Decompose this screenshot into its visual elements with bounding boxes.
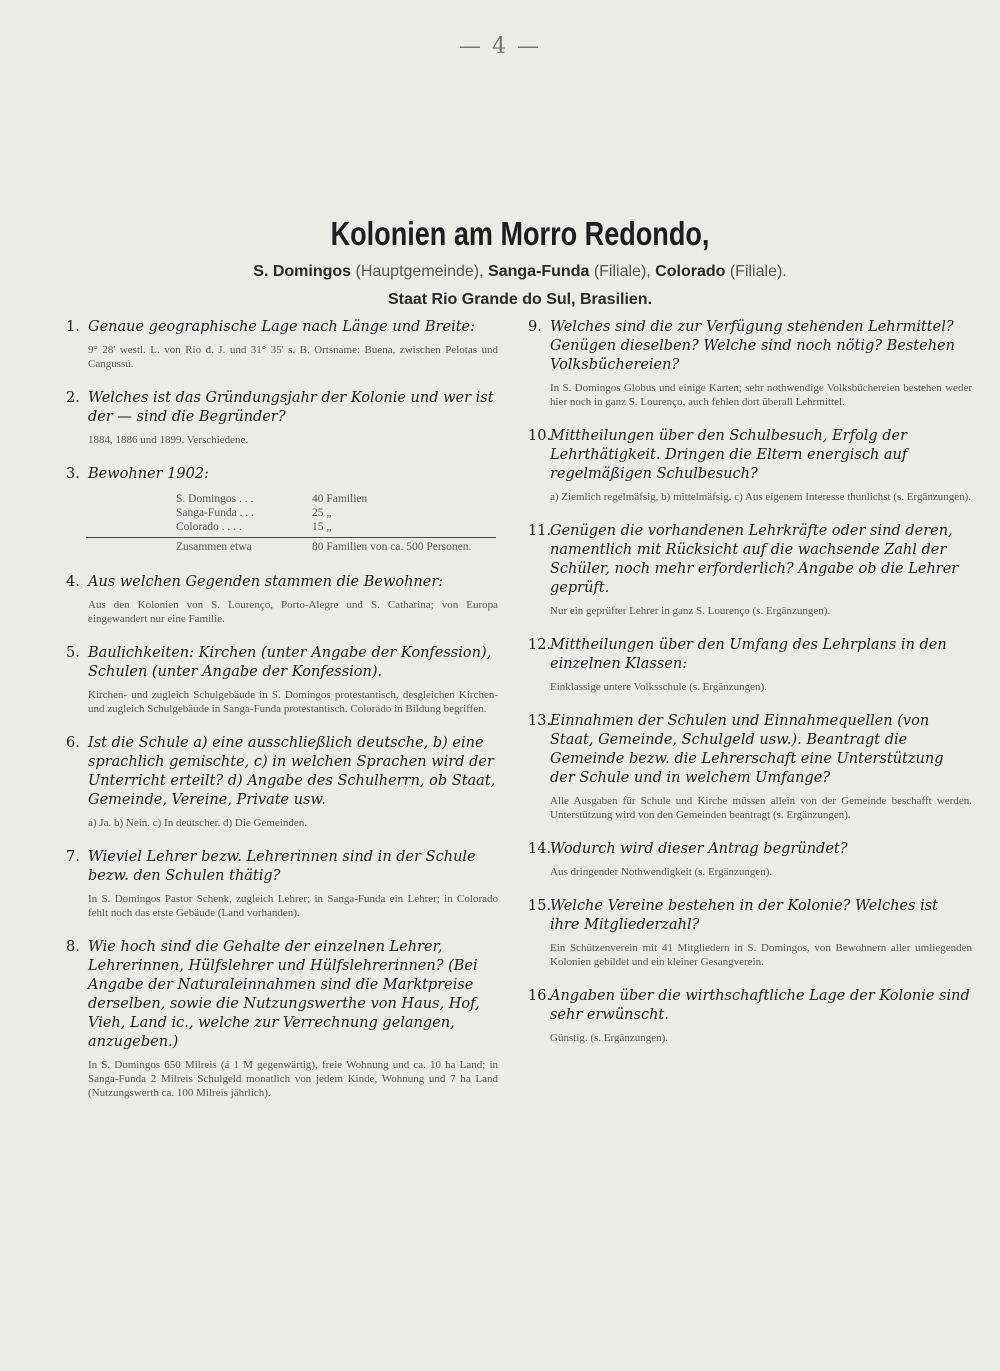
question-number: 14. [528, 841, 552, 857]
answer-text: 1884, 1886 und 1899. Verschiedene. [88, 434, 249, 446]
question-block [528, 987, 972, 1045]
question-label: Genaue geographische Lage nach Länge und Breite: [88, 319, 476, 335]
population-row [176, 506, 498, 520]
population-row [176, 520, 498, 534]
question-text [66, 389, 498, 427]
question-text [66, 734, 498, 810]
question-text [528, 427, 972, 484]
place-note: (Filiale). [729, 263, 787, 280]
family-count: 15 „ [312, 521, 332, 533]
question-label: Einnahmen der Schulen und Einnahmequellen (von Staat, Gemeinde, Schulgeld usw.). Beantragt die Gemeinde bezw. die Lehrerschaft eine Unterstützung der Schule und in welchem Umfange? [550, 713, 944, 786]
document-header [0, 210, 1000, 311]
answer-text: Günstig. (s. Ergänzungen). [550, 1032, 669, 1044]
question-number: 1. [66, 319, 80, 335]
place-note: (Filiale), [593, 263, 651, 280]
question-number: 8. [66, 939, 80, 955]
question-number: 6. [66, 735, 80, 751]
right-column [528, 318, 972, 1063]
question-label: Welche Vereine bestehen in der Kolonie? Welches ist ihre Mitgliederzahl? [550, 898, 938, 933]
answer-text: In S. Domingos Globus und einige Karten; sehr nothwendige Volksbüchereien bestehen weder hier noch in ganz S. Lourenço, auch fehlen dort überall Lehrmittel. [550, 382, 972, 408]
question-block [66, 389, 498, 447]
question-block [66, 573, 498, 626]
population-total [86, 537, 496, 555]
population-row [176, 492, 498, 506]
question-number: 9. [528, 319, 542, 335]
question-block [528, 522, 972, 618]
colony-name: Colorado . . . . [176, 521, 242, 533]
question-block [66, 938, 498, 1100]
question-number: 4. [66, 574, 80, 590]
total-value: 80 Familien von ca. 500 Personen. [312, 541, 472, 553]
family-count: 25 „ [312, 507, 332, 519]
question-label: Baulichkeiten: Kirchen (unter Angabe der Konfession), Schulen (unter Angabe der Konfession). [88, 645, 492, 680]
question-text [66, 848, 498, 886]
question-label: Ist die Schule a) eine ausschließlich deutsche, b) eine sprachlich gemischte, c) in welchen Sprachen wird der Unterricht erteilt? d) Angabe des Schulherrn, ob Staat, Gemeinde, Vereine, Private usw. [88, 735, 496, 808]
family-count: 40 Familien [312, 493, 368, 505]
answer-text: In S. Domingos Pastor Schenk, zugleich Lehrer; in Sanga-Funda ein Lehrer; in Colorado fehlt noch das erste Gebäude (Land vorhanden). [88, 893, 498, 919]
answer-text: a) Ziemlich regelmäfsig, b) mittelmäfsig. c) Aus eigenem Interesse thunlichst (s. Ergänzungen). [550, 491, 972, 503]
answer-text: In S. Domingos 650 Milreis (á 1 M gegenwärtig), freie Wohnung und ca. 10 ha Land; in Sanga-Funda 2 Milreis Schulgeld monatlich von jedem Kinde, Wohnung und 7 ha Land (Nutzungswerth ca. 100 Milreis jährlich). [88, 1059, 498, 1099]
colony-name: Sanga-Funda . . . [176, 507, 254, 519]
question-label: Angaben über die wirthschaftliche Lage der Kolonie sind sehr erwünscht. [550, 988, 970, 1023]
place-name: S. Domingos [253, 263, 352, 280]
question-block [66, 734, 498, 830]
colony-name: S. Domingos . . . [176, 493, 254, 505]
answer-text: Einklassige untere Volksschule (s. Ergänzungen). [550, 681, 767, 693]
question-block [528, 636, 972, 694]
place-name: Sanga-Funda [488, 263, 590, 280]
total-label: Zusammen etwa [176, 541, 252, 553]
question-text [528, 522, 972, 598]
question-block [528, 427, 972, 504]
question-text [528, 318, 972, 375]
question-block [66, 318, 498, 371]
question-label: Bewohner 1902: [88, 466, 209, 482]
question-text [528, 636, 972, 674]
question-number: 7. [66, 849, 80, 865]
question-block [66, 848, 498, 920]
question-label: Mittheilungen über den Schulbesuch, Erfolg der Lehrthätigkeit. Dringen die Eltern energisch auf regelmäßigen Schulbesuch? [550, 428, 908, 482]
state-line: Staat Rio Grande do Sul, Brasilien. [387, 291, 653, 308]
question-label: Aus welchen Gegenden stammen die Bewohner: [88, 574, 444, 590]
answer-text: Aus dringender Nothwendigkeit (s. Ergänzungen). [550, 866, 773, 878]
question-label: Mittheilungen über den Umfang des Lehrplans in den einzelnen Klassen: [550, 637, 947, 672]
question-block [528, 318, 972, 409]
question-number: 10. [528, 428, 552, 444]
question-block [66, 644, 498, 716]
question-number: 12. [528, 637, 552, 653]
left-column [66, 318, 498, 1118]
answer-text: Ein Schützenverein mit 41 Mitgliedern in S. Domingos, von Bewohnern aller umliegenden Kolonien gebildet und ein kleiner Gesangverein. [550, 942, 972, 968]
answer-text: Kirchen- und zugleich Schulgebäude in S. Domingos protestantisch, desgleichen Kirchen- und zugleich Schulgebäude in Sanga-Funda protestantisch. Colorado in Bildung begriffen. [88, 689, 498, 715]
question-label: Wodurch wird dieser Antrag begründet? [550, 841, 848, 857]
question-number: 2. [66, 390, 80, 406]
answer-text: a) Ja. b) Nein. c) In deutscher. d) Die Gemeinden. [88, 817, 308, 829]
question-text [528, 897, 972, 935]
place-name: Colorado [655, 263, 726, 280]
question-number: 13. [528, 713, 552, 729]
question-text [528, 987, 972, 1025]
question-text [528, 712, 972, 788]
question-number: 3. [66, 466, 80, 482]
answer-text: Alle Ausgaben für Schule und Kirche müssen allein von der Gemeinde beschafft werden. Unterstützung wird von den Gemeinden beantragt (s. Ergänzungen). [550, 795, 972, 821]
question-label: Wie hoch sind die Gehalte der einzelnen Lehrer, Lehrerinnen, Hülfslehrer und Hülfslehrerinnen? (Bei Angabe der Naturaleinnahmen sind die Marktpreise derselben, sowie die Nutzungswerthe von Haus, Hof, Vieh, Land ic., welche zur Verrechnung gelangen, anzugeben.) [88, 939, 480, 1050]
question-number: 15. [528, 898, 552, 914]
question-label: Welches sind die zur Verfügung stehenden Lehrmittel? Genügen dieselben? Welche sind noch nötig? Bestehen Volksbüchereien? [550, 319, 955, 373]
question-block [66, 465, 498, 555]
population-table [176, 492, 498, 555]
question-text [528, 840, 972, 859]
question-number: 11. [528, 523, 552, 539]
question-text [66, 938, 498, 1052]
question-text [66, 465, 498, 484]
question-text [66, 573, 498, 592]
document-title: Kolonien am Morro Redondo, [330, 215, 710, 252]
question-text [66, 644, 498, 682]
question-text [66, 318, 498, 337]
question-label: Genügen die vorhandenen Lehrkräfte oder sind deren, namentlich mit Rücksicht auf die wachsende Zahl der Schüler, noch mehr erforderlich? Angabe ob die Lehrer geprüft. [550, 523, 959, 596]
question-block [528, 840, 972, 879]
answer-text: Nur ein geprüfter Lehrer in ganz S. Lourenço (s. Ergänzungen). [550, 605, 831, 617]
question-number: 5. [66, 645, 80, 661]
answer-text: 9° 28' westl. L. von Rio d. J. und 31° 35' s. B. Ortsname: Buena, zwischen Pelotas und Cangussú. [88, 344, 498, 370]
page-number: — 4 — [459, 34, 541, 59]
question-number: 16. [528, 988, 552, 1004]
question-block [528, 712, 972, 822]
place-note: (Hauptgemeinde), [355, 263, 484, 280]
colonies-subtitle [0, 261, 1000, 283]
question-label: Welches ist das Gründungsjahr der Kolonie und wer ist der — sind die Begründer? [88, 390, 494, 425]
answer-text: Aus den Kolonien von S. Lourenço, Porto-Alegre und S. Catharina; von Europa eingewandert nur eine Familie. [88, 599, 498, 625]
question-block [528, 897, 972, 969]
question-label: Wieviel Lehrer bezw. Lehrerinnen sind in der Schule bezw. den Schulen thätig? [88, 849, 476, 884]
